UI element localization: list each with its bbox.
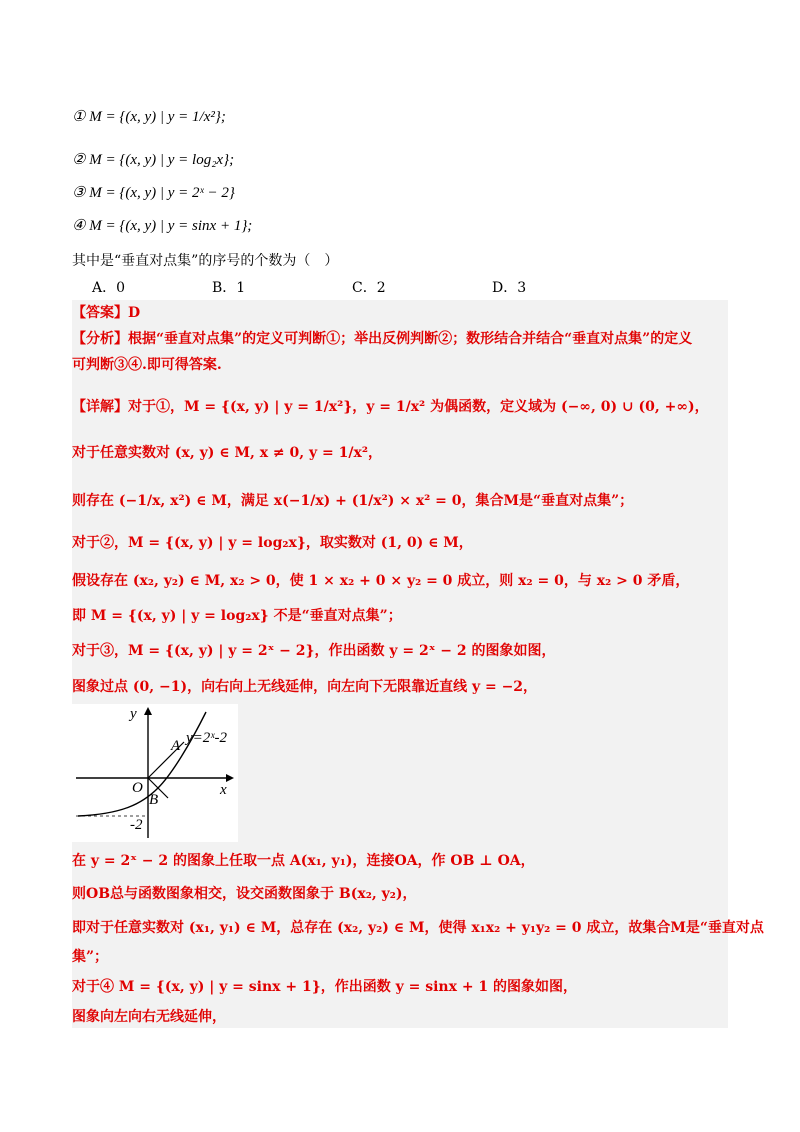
analysis-line-1: 【分析】根据“垂直对点集”的定义可判断①；举出反例判断②；数形结合并结合“垂直对点集”的定义 <box>72 331 693 347</box>
option-3: ③ M = {(x, y) | y = 2ˣ − 2} <box>72 185 235 201</box>
choice-d: D．3 <box>492 280 527 296</box>
choice-a: A．0 <box>92 280 126 296</box>
choice-c: C．2 <box>352 280 386 296</box>
y-axis-label: y <box>130 706 137 722</box>
detail-line-5: 假设存在 (x₂, y₂) ∈ M, x₂ > 0，使 1 × x₂ + 0 × y₂ = 0 成立，则 x₂ = 0，与 x₂ > 0 矛盾， <box>72 573 690 589</box>
choice-b: B．1 <box>212 280 246 296</box>
detail-line-2: 对于任意实数对 (x, y) ∈ M, x ≠ 0, y = 1/x²， <box>72 445 382 461</box>
detail2-line-6: 图象向左向右无线延伸， <box>72 1009 226 1025</box>
detail2-line-1: 在 y = 2ˣ − 2 的图象上任取一点 A(x₁, y₁)，连接OA，作 OB ⊥ OA， <box>72 853 535 869</box>
option-1: ① M = {(x, y) | y = 1/x²}; <box>72 109 226 125</box>
question-text: 其中是“垂直对点集”的序号的个数为（ ） <box>72 253 339 269</box>
detail-line-8: 图象过点 (0, −1)，向右向上无线延伸，向左向下无限靠近直线 y = −2， <box>72 679 538 695</box>
detail-line-6: 即 M = {(x, y) | y = log₂x} 不是“垂直对点集”； <box>72 608 402 624</box>
origin-label: O <box>132 780 143 796</box>
detail2-line-5: 对于④ M = {(x, y) | y = sinx + 1}，作出函数 y = sinx + 1 的图象如图， <box>72 979 578 995</box>
detail-line-3: 则存在 (−1/x, x²) ∈ M，满足 x(−1/x) + (1/x²) × x² = 0，集合M是“垂直对点集”； <box>72 493 634 509</box>
point-a-label: A <box>171 738 181 754</box>
neg-two-label: -2 <box>130 817 143 833</box>
option-4: ④ M = {(x, y) | y = sinx + 1}; <box>72 218 253 234</box>
detail2-line-4: 集”； <box>72 949 109 965</box>
point-b-label: B <box>149 792 159 808</box>
analysis-line-2: 可判断③④.即可得答案. <box>72 357 222 373</box>
x-axis-label: x <box>220 782 227 798</box>
detail-line-7: 对于③，M = {(x, y) | y = 2ˣ − 2}，作出函数 y = 2ˣ − 2 的图象如图， <box>72 643 556 659</box>
option-2: ② M = {(x, y) | y = log₂x}; <box>72 152 235 168</box>
detail2-line-2: 则OB总与函数图象相交，设交函数图象于 B(x₂, y₂)， <box>72 886 417 902</box>
curve-label: y=2ˣ-2 <box>186 730 228 746</box>
detail-line-1: 【详解】对于①，M = {(x, y) | y = 1/x²}，y = 1/x² 为偶函数，定义域为 (−∞, 0) ∪ (0, +∞)， <box>72 399 709 415</box>
answer-line: 【答案】D <box>72 305 141 321</box>
detail-line-4: 对于②，M = {(x, y) | y = log₂x}，取实数对 (1, 0) ∈ M， <box>72 535 473 551</box>
detail2-line-3: 即对于任意实数对 (x₁, y₁) ∈ M，总存在 (x₂, y₂) ∈ M，使得 x₁x₂ + y₁y₂ = 0 成立，故集合M是“垂直对点 <box>72 920 764 936</box>
exponential-graph <box>72 704 238 842</box>
